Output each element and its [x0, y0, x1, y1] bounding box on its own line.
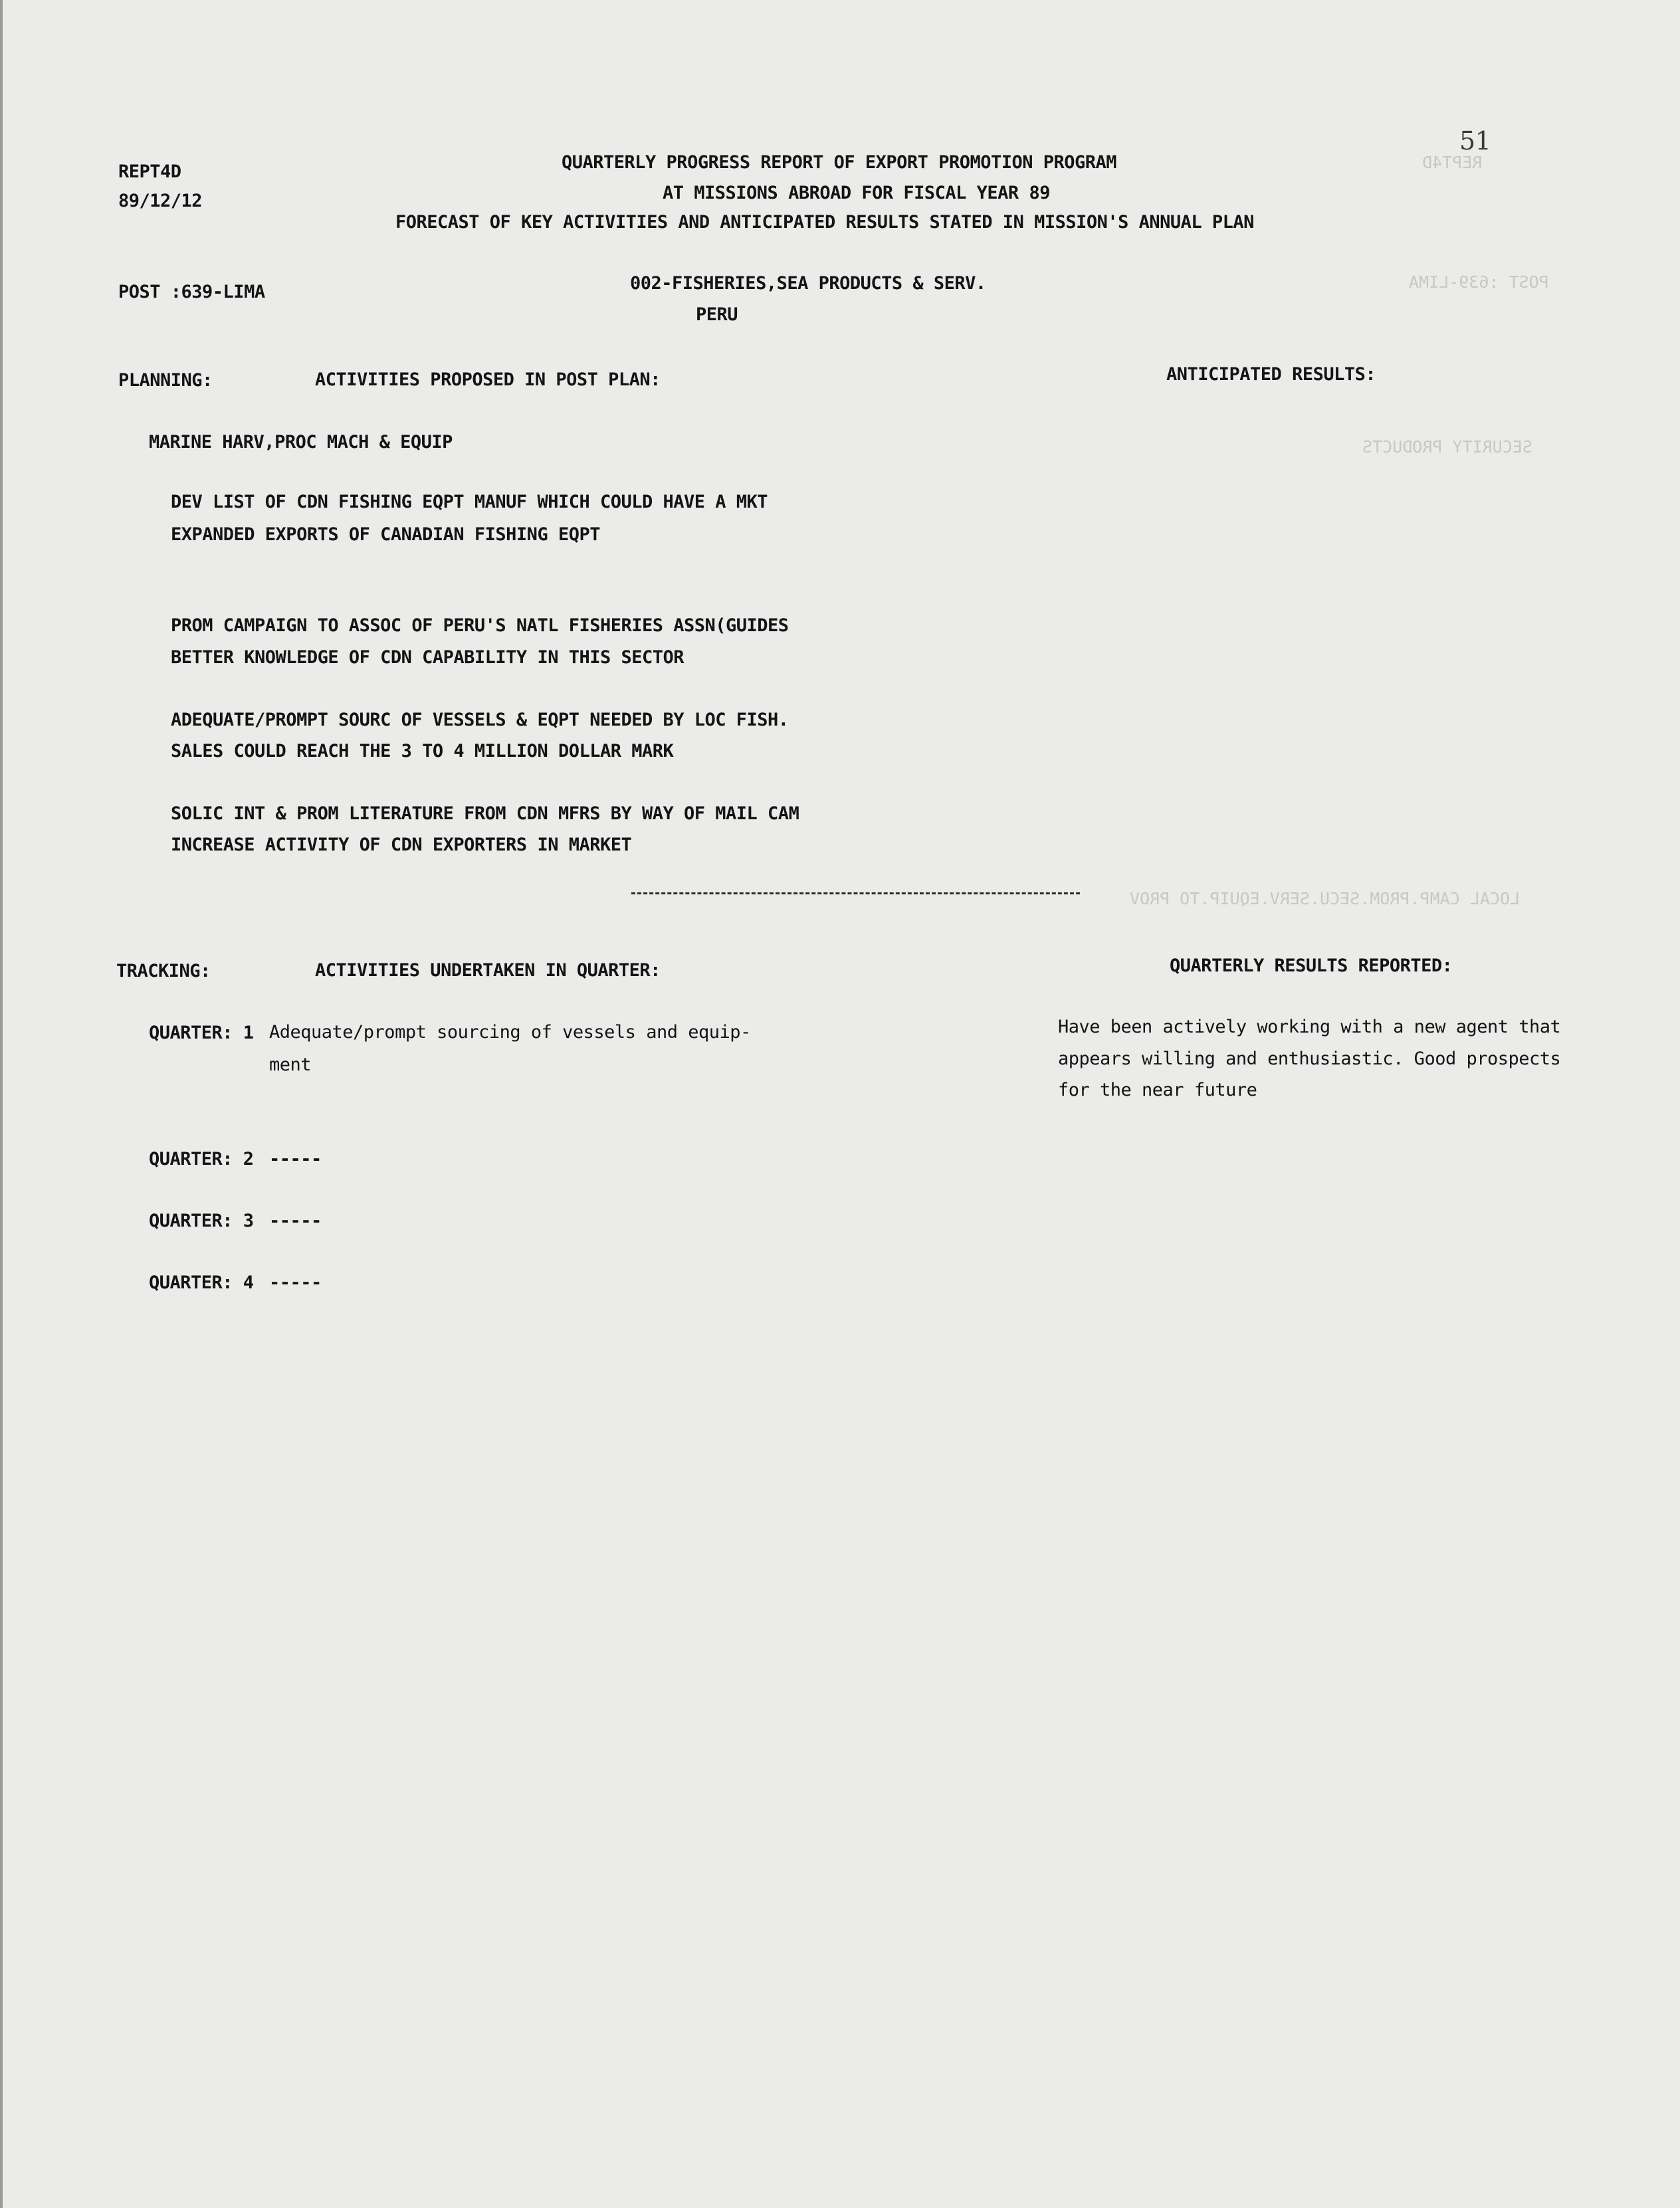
anticipated-result: INCREASE ACTIVITY OF CDN EXPORTERS IN MARKET: [171, 835, 632, 855]
quarter-result: for the near future: [1058, 1080, 1257, 1100]
post-label: POST :639-LIMA: [118, 282, 265, 302]
section-divider: [631, 892, 1080, 894]
quarter-activity: Adequate/prompt sourcing of vessels and equip-: [269, 1022, 751, 1043]
bleed-through: REPT4D: [1422, 153, 1483, 172]
bleed-through: LOCAL CAMP.PROM.SECU.SERV.EQUIP.TO PROV: [1130, 889, 1520, 908]
report-id: REPT4D: [118, 161, 181, 182]
report-title-line1: QUARTERLY PROGRESS REPORT OF EXPORT PROMOTION PROGRAM: [562, 152, 1117, 173]
quarter-activity: -----: [269, 1149, 322, 1169]
planned-activity: DEV LIST OF CDN FISHING EQPT MANUF WHICH COULD HAVE A MKT: [171, 492, 768, 512]
bleed-through: SECURITY PRODUCTS: [1362, 437, 1532, 456]
quarter-activity: -----: [269, 1272, 322, 1293]
quarter-label: QUARTER: 3: [149, 1211, 254, 1231]
tracking-results-header: QUARTERLY RESULTS REPORTED:: [1170, 955, 1453, 976]
country-label: PERU: [696, 304, 738, 325]
report-title-line2: AT MISSIONS ABROAD FOR FISCAL YEAR 89: [663, 183, 1050, 203]
bleed-through: POST :639-LIMA: [1409, 272, 1549, 292]
report-date: 89/12/12: [118, 191, 203, 211]
anticipated-result: EXPANDED EXPORTS OF CANADIAN FISHING EQPT: [171, 524, 600, 545]
planning-results-header: ANTICIPATED RESULTS:: [1166, 364, 1376, 385]
sector-label: 002-FISHERIES,SEA PRODUCTS & SERV.: [630, 273, 986, 294]
quarter-activity: ment: [269, 1054, 312, 1075]
planning-activities-header: ACTIVITIES PROPOSED IN POST PLAN:: [315, 369, 661, 390]
anticipated-result: BETTER KNOWLEDGE OF CDN CAPABILITY IN THIS SECTOR: [171, 647, 684, 668]
quarter-label: QUARTER: 4: [149, 1272, 254, 1293]
planning-label: PLANNING:: [118, 370, 213, 391]
anticipated-result: SALES COULD REACH THE 3 TO 4 MILLION DOLLAR MARK: [171, 741, 674, 761]
quarter-result: Have been actively working with a new agent that: [1058, 1017, 1561, 1037]
quarter-activity: -----: [269, 1211, 322, 1231]
planning-subsector: MARINE HARV,PROC MACH & EQUIP: [149, 432, 453, 452]
report-title-line3: FORECAST OF KEY ACTIVITIES AND ANTICIPATED RESULTS STATED IN MISSION'S ANNUAL PLAN: [395, 212, 1254, 233]
quarter-label: QUARTER: 2: [149, 1149, 254, 1169]
tracking-activities-header: ACTIVITIES UNDERTAKEN IN QUARTER:: [315, 960, 661, 981]
planned-activity: SOLIC INT & PROM LITERATURE FROM CDN MFRS BY WAY OF MAIL CAM: [171, 803, 799, 824]
page-number: 51: [1459, 126, 1491, 155]
page-edge: [0, 0, 3, 2208]
tracking-label: TRACKING:: [116, 961, 211, 981]
quarter-label: QUARTER: 1: [149, 1023, 254, 1043]
quarter-result: appears willing and enthusiastic. Good prospects: [1058, 1049, 1561, 1069]
planned-activity: ADEQUATE/PROMPT SOURC OF VESSELS & EQPT NEEDED BY LOC FISH.: [171, 710, 789, 730]
planned-activity: PROM CAMPAIGN TO ASSOC OF PERU'S NATL FISHERIES ASSN(GUIDES: [171, 615, 789, 636]
